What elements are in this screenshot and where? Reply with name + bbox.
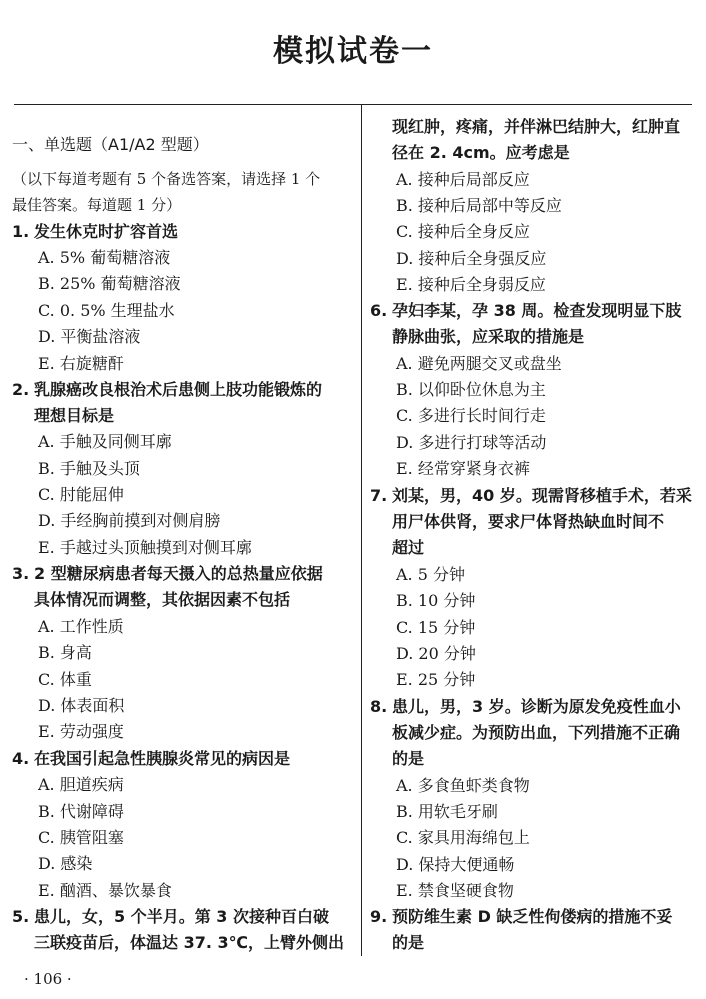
answer-option: A. 多食鱼虾类食物 xyxy=(396,776,530,795)
answer-option: A. 胆道疾病 xyxy=(38,775,124,794)
answer-option: D. 20 分钟 xyxy=(396,644,476,663)
page-title: 模拟试卷一 xyxy=(273,34,433,69)
question-number: 9. xyxy=(370,907,388,926)
answer-option: A. 5% 葡萄糖溶液 xyxy=(38,248,171,267)
question-text: 径在 2. 4cm。应考虑是 xyxy=(392,143,570,162)
answer-option: B. 身高 xyxy=(38,643,92,662)
question-text: 的是 xyxy=(392,933,425,952)
question-stem xyxy=(12,221,178,243)
question-text: 具体情况而调整，其依据因素不包括 xyxy=(34,590,291,609)
answer-option: C. 肘能屈伸 xyxy=(38,485,124,504)
answer-option: D. 多进行打球等活动 xyxy=(396,433,547,452)
answer-option: A. 接种后局部反应 xyxy=(396,170,530,189)
question-number: 7. xyxy=(370,486,388,505)
question-number: 5. xyxy=(12,907,30,926)
answer-option: B. 10 分钟 xyxy=(396,591,476,610)
question-number: 3. xyxy=(12,564,30,583)
answer-option: D. 接种后全身强反应 xyxy=(396,249,547,268)
header-rule xyxy=(14,104,692,105)
answer-option: E. 劳动强度 xyxy=(38,722,124,741)
answer-option: C. 15 分钟 xyxy=(396,618,476,637)
question-stem xyxy=(370,906,672,928)
answer-option: D. 平衡盐溶液 xyxy=(38,327,141,346)
question-stem xyxy=(370,485,692,507)
answer-option: E. 禁食坚硬食物 xyxy=(396,881,514,900)
question-text: 静脉曲张，应采取的措施是 xyxy=(392,327,585,346)
question-number: 2. xyxy=(12,380,30,399)
answer-option: E. 接种后全身弱反应 xyxy=(396,275,546,294)
question-text: 2 型糖尿病患者每天摄入的总热量应依据 xyxy=(34,564,323,583)
answer-option: D. 体表面积 xyxy=(38,696,125,715)
question-text: 在我国引起急性胰腺炎常见的病因是 xyxy=(34,749,291,768)
answer-option: C. 胰管阻塞 xyxy=(38,828,124,847)
question-text: 的是 xyxy=(392,749,425,768)
answer-option: B. 25% 葡萄糖溶液 xyxy=(38,274,181,293)
answer-option: D. 感染 xyxy=(38,854,93,873)
answer-option: B. 以仰卧位休息为主 xyxy=(396,380,546,399)
question-text: 板减少症。为预防出血，下列措施不正确 xyxy=(392,723,681,742)
answer-option: A. 工作性质 xyxy=(38,617,124,636)
answer-option: E. 经常穿紧身衣裤 xyxy=(396,459,530,478)
section-instructions: 最佳答案。每道题 1 分） xyxy=(12,196,182,214)
question-text: 理想目标是 xyxy=(34,406,115,425)
answer-option: C. 体重 xyxy=(38,670,92,689)
answer-option: C. 接种后全身反应 xyxy=(396,222,530,241)
question-number: 1. xyxy=(12,222,30,241)
question-text: 发生休克时扩容首选 xyxy=(34,222,179,241)
page-number: · 106 · xyxy=(24,970,72,988)
answer-option: D. 手经胸前摸到对侧肩膀 xyxy=(38,511,221,530)
answer-option: B. 代谢障碍 xyxy=(38,802,124,821)
question-number: 8. xyxy=(370,697,388,716)
answer-option: A. 5 分钟 xyxy=(396,565,465,584)
question-text: 孕妇李某，孕 38 周。检查发现明显下肢 xyxy=(392,301,682,320)
answer-option: C. 家具用海绵包上 xyxy=(396,828,530,847)
question-stem xyxy=(12,906,329,928)
question-text: 刘某，男，40 岁。现需肾移植手术，若采 xyxy=(392,486,692,505)
question-text: 超过 xyxy=(392,538,425,557)
answer-option: A. 手触及同侧耳廓 xyxy=(38,432,172,451)
question-stem xyxy=(12,563,323,585)
answer-option: C. 多进行长时间行走 xyxy=(396,406,546,425)
question-stem xyxy=(12,748,290,770)
question-text: 用尸体供肾，要求尸体肾热缺血时间不 xyxy=(392,512,665,531)
question-text: 现红肿，疼痛，并伴淋巴结肿大，红肿直 xyxy=(392,117,681,136)
answer-option: C. 0. 5% 生理盐水 xyxy=(38,301,175,320)
question-text: 预防维生素 D 缺乏性佝偻病的措施不妥 xyxy=(392,907,673,926)
question-text: 患儿，男，3 岁。诊断为原发免疫性血小 xyxy=(392,697,681,716)
column-divider xyxy=(361,104,362,956)
question-stem xyxy=(370,300,681,322)
question-stem xyxy=(12,379,322,401)
section-instructions: （以下每道考题有 5 个备选答案，请选择 1 个 xyxy=(12,170,321,188)
answer-option: D. 保持大便通畅 xyxy=(396,855,515,874)
answer-option: E. 右旋糖酐 xyxy=(38,354,124,373)
answer-option: A. 避免两腿交叉或盘坐 xyxy=(396,354,562,373)
question-text: 乳腺癌改良根治术后患侧上肢功能锻炼的 xyxy=(34,380,323,399)
question-text: 三联疫苗后，体温达 37. 3℃，上臂外侧出 xyxy=(34,933,344,952)
answer-option: B. 用软毛牙刷 xyxy=(396,802,498,821)
answer-option: E. 25 分钟 xyxy=(396,670,476,689)
answer-option: E. 酗酒、暴饮暴食 xyxy=(38,881,172,900)
answer-option: B. 手触及头顶 xyxy=(38,459,140,478)
question-number: 4. xyxy=(12,749,30,768)
question-stem xyxy=(370,696,681,718)
question-number: 6. xyxy=(370,301,388,320)
section-heading: 一、单选题（A1/A2 型题） xyxy=(12,135,209,154)
answer-option: B. 接种后局部中等反应 xyxy=(396,196,562,215)
answer-option: E. 手越过头顶触摸到对侧耳廓 xyxy=(38,538,252,557)
question-text: 患儿，女，5 个半月。第 3 次接种百白破 xyxy=(34,907,329,926)
